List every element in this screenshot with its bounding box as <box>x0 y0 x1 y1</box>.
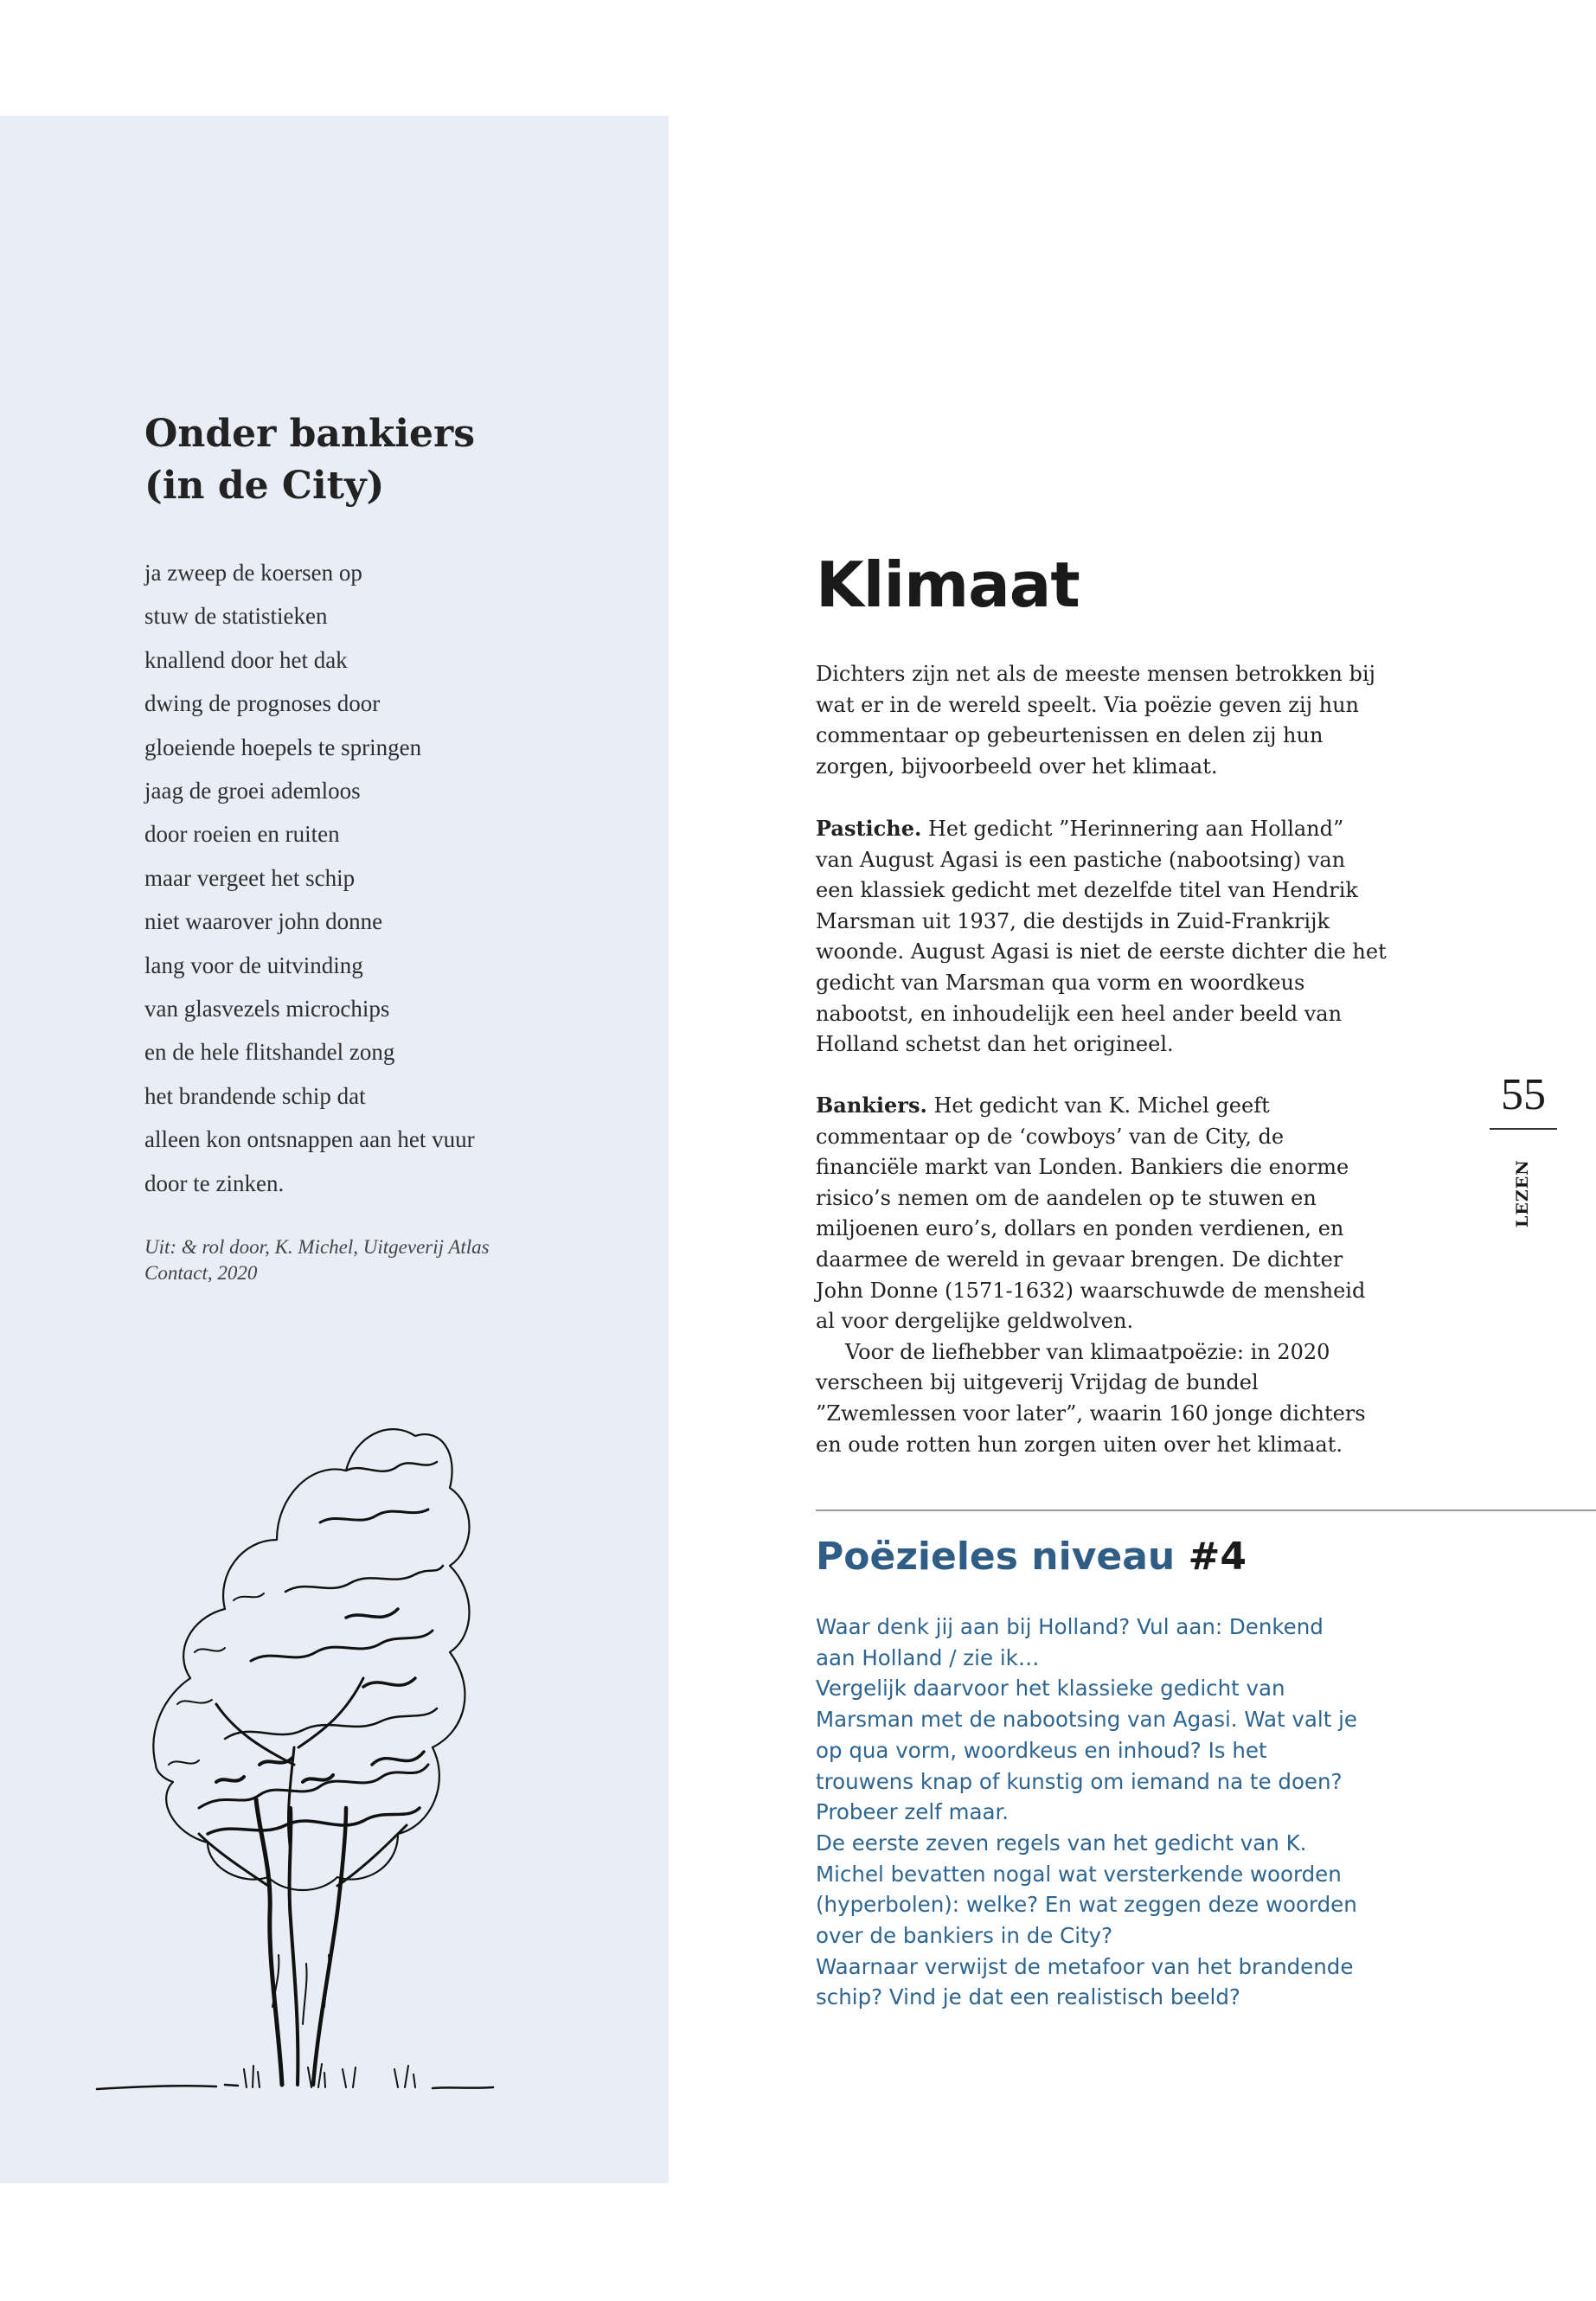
lesson-title <box>816 1531 1247 1583</box>
poem-line: jaag de groei ademloos <box>144 778 361 804</box>
poem-line: stuw de statistieken <box>144 603 328 630</box>
poem-line: lang voor de uitvinding <box>144 952 363 978</box>
poem-line: alleen kon ontsnappen aan het vuur <box>144 1126 475 1153</box>
pastiche-label: Pastiche. <box>816 816 922 841</box>
lesson-question: De eerste zeven regels van het gedicht van K. Michel bevatten nogal wat versterkende woorden (hyperbolen): welke? En wat zeggen deze woorden over de bankiers in de City? <box>816 1830 1357 1949</box>
lesson-question: Waar denk jij aan bij Holland? Vul aan: Denkend aan Holland / zie ik… <box>816 1614 1324 1670</box>
page-number-rule <box>1490 1128 1557 1130</box>
poem-line: van glasvezels microchips <box>144 996 390 1022</box>
poem-line: en de hele flitshandel zong <box>144 1039 395 1066</box>
poem-line: dwing de prognoses door <box>144 690 381 717</box>
article-closing: Voor de liefhebber van klimaatpoëzie: in 2020 verscheen bij uitgeverij Vrijdag de bundel ”Zwemlessen voor later”, waarin 160 jonge dichters en oude rotten hun zorgen uiten over het klimaat. <box>816 1339 1366 1457</box>
poem-line: ja zweep de koersen op <box>144 560 362 586</box>
poem-title-line-2: (in de City) <box>144 464 385 508</box>
article-pastiche <box>816 813 1387 1061</box>
poem-credit: Uit: & rol door, K. Michel, Uitgeverij Atlas Contact, 2020 <box>144 1236 490 1284</box>
poem-lines <box>144 551 629 1205</box>
article-title: Klimaat <box>816 548 1080 621</box>
bankiers-label: Bankiers. <box>816 1093 927 1118</box>
page-number: 55 <box>1501 1070 1546 1119</box>
poem-line: het brandende schip dat <box>144 1082 366 1109</box>
lesson-title-number: #4 <box>1188 1535 1247 1579</box>
pastiche-text: Het gedicht ”Herinnering aan Holland” van August Agasi is een pastiche (nabootsing) van een klassiek gedicht met dezelfde titel van Hendrik Marsman uit 1937, die destijds in Zuid-Frankrijk woonde. August Agasi is niet de eerste dichter die het gedicht van Marsman qua vorm en woordkeus nabootst, en inhoudelijk een heel ander beeld van Holland schetst dan het origineel. <box>816 817 1387 1057</box>
poem-line: maar vergeet het schip <box>144 864 356 891</box>
lesson-question: Vergelijk daarvoor het klassieke gedicht van Marsman met de nabootsing van Agasi. Wat valt je op qua vorm, woordkeus en inhoud? Is het trouwens knap of kunstig om iemand na te doen? Probeer zelf maar. <box>816 1676 1358 1825</box>
poem-line: door roeien en ruiten <box>144 821 340 848</box>
lesson-questions <box>816 1612 1369 2013</box>
poem-line: knallend door het dak <box>144 646 348 673</box>
article-bankiers <box>816 1090 1387 1460</box>
poem-line: gloeiende hoepels te springen <box>144 734 422 760</box>
article-intro: Dichters zijn net als de meeste mensen betrokken bij wat er in de wereld speelt. Via poëzie geven zij hun commentaar op gebeurtenissen en delen zij hun zorgen, bijvoorbeeld over het klimaat. <box>816 662 1375 779</box>
poem-line: door te zinken. <box>144 1170 285 1196</box>
poem-title-line-1: Onder bankiers <box>144 412 475 456</box>
tree-illustration <box>87 1401 502 2111</box>
poem-line: niet waarover john donne <box>144 908 383 935</box>
section-divider <box>816 1509 1596 1511</box>
section-label: LEZEN <box>1513 1159 1532 1228</box>
bankiers-text: Het gedicht van K. Michel geeft commentaar op de ‘cowboys’ van de City, de financiële markt van Londen. Bankiers die enorme risico’s nemen om de aandelen op te stuwen en miljoenen euro’s, dollars en ponden verdienen, en daarmee de wereld in gevaar brengen. De dichter John Donne (1571-1632) waarschuwde de mensheid al voor dergelijke geldwolven. <box>816 1093 1366 1334</box>
lesson-title-text: Poëzieles niveau <box>816 1535 1189 1579</box>
lesson-question: Waarnaar verwijst de metafoor van het brandende schip? Vind je dat een realistisch beeld? <box>816 1953 1354 2010</box>
poem-title <box>144 408 594 512</box>
